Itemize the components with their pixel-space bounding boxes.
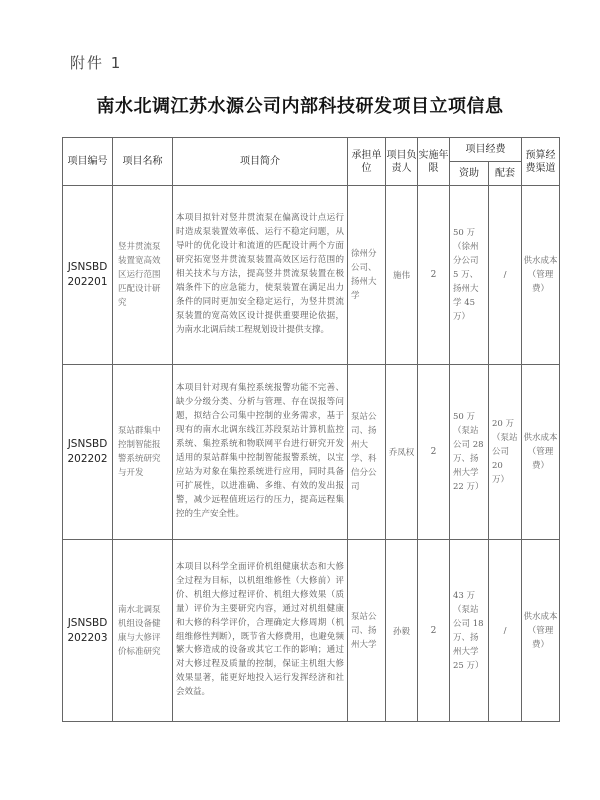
project-id: JSNSBD 202203 — [63, 540, 113, 722]
project-unit: 徐州分公司、扬州大学 — [348, 186, 386, 365]
project-channel: 供水成本（管理费） — [522, 365, 560, 540]
header-name: 项目名称 — [113, 138, 173, 186]
project-id: JSNSBD 202201 — [63, 186, 113, 365]
header-intro: 项目简介 — [173, 138, 348, 186]
table-row — [63, 365, 560, 540]
table-row — [63, 540, 560, 722]
project-person: 乔凤权 — [386, 365, 418, 540]
project-person: 施伟 — [386, 186, 418, 365]
project-id: JSNSBD 202202 — [63, 365, 113, 540]
project-subsidy: 50 万（徐州分公司 5 万、扬州大学 45 万） — [450, 186, 489, 365]
project-subsidy: 50 万（泵站公司 28 万、扬州大学 22 万） — [450, 365, 489, 540]
project-channel: 供水成本（管理费） — [522, 186, 560, 365]
project-years: 2 — [418, 540, 450, 722]
project-name: 竖井贯流泵装置宽高效区运行范围匹配设计研究 — [113, 186, 173, 365]
annex-label: 附件 1 — [70, 54, 123, 72]
header-unit: 承担单位 — [348, 138, 386, 186]
project-unit: 泵站公司、扬州大学、科信分公司 — [348, 365, 386, 540]
header-person: 项目负责人 — [386, 138, 418, 186]
header-id: 项目编号 — [63, 138, 113, 186]
project-subsidy: 43 万（泵站公司 18 万、扬州大学 25 万） — [450, 540, 489, 722]
project-channel: 供水成本（管理费） — [522, 540, 560, 722]
table-row — [63, 186, 560, 365]
project-years: 2 — [418, 186, 450, 365]
project-unit: 泵站公司、扬州大学 — [348, 540, 386, 722]
header-subsidy: 资助 — [450, 162, 489, 186]
header-funding: 项目经费 — [450, 138, 522, 162]
project-matching: 20 万（泵站公司 20 万） — [489, 365, 522, 540]
project-name: 南水北调泵机组设备健康与大修评价标准研究 — [113, 540, 173, 722]
project-matching: / — [489, 540, 522, 722]
project-person: 孙毅 — [386, 540, 418, 722]
project-years: 2 — [418, 365, 450, 540]
document-title: 南水北调江苏水源公司内部科技研发项目立项信息 — [96, 96, 504, 117]
project-intro: 本项目拟针对竖井贯流泵在偏离设计点运行时造成泵装置效率低、运行不稳定问题，从导叶的优化设计和流道的匹配设计两个方面研究拓宽竖井贯流泵装置高效区运行范围的相关技术与方法，提高竖井贯流泵装置在极端条件下的应急能力，使泵装置在满足出力条件的同时更加安全稳定运行，为竖井贯流泵装置的宽高效区设计提供重要理论依据，为南水北调后续工程规划设计提供支撑。 — [173, 186, 348, 365]
project-intro: 本项目针对现有集控系统报警功能不完善、缺少分级分类、分析与管理、存在误报等问题，拟结合公司集中控制的业务需求，基于现有的南水北调东线江苏段泵站计算机监控系统、集控系统和物联网平台进行研究开发适用的泵站群集中控制智能报警系统，以宝应站为对象在集控系统进行应用，同时具备可扩展性，以进准确、多维、有效的发出报警，减少远程值班运行的压力，提高远程集控的生产安全性。 — [173, 365, 348, 540]
header-channel: 预算经费渠道 — [522, 138, 560, 186]
header-years: 实施年限 — [418, 138, 450, 186]
project-intro: 本项目以科学全面评价机组健康状态和大修全过程为目标，以机组维修性（大修前）评价、机组大修过程评价、机组大修效果（质量）评价为主要研究内容，通过对机组健康和大修的科学评价，合理确定大修周期（机组维修性判断），既节省大修费用，也避免频繁大修造成的设备或其它工作的影响；通过对大修过程及质量的控制，保证主机组大修效果显著，能更好地投入运行发挥经济和社会效益。 — [173, 540, 348, 722]
header-matching: 配套 — [489, 162, 522, 186]
project-table — [62, 137, 560, 722]
project-name: 泵站群集中控制智能报警系统研究与开发 — [113, 365, 173, 540]
project-matching: / — [489, 186, 522, 365]
